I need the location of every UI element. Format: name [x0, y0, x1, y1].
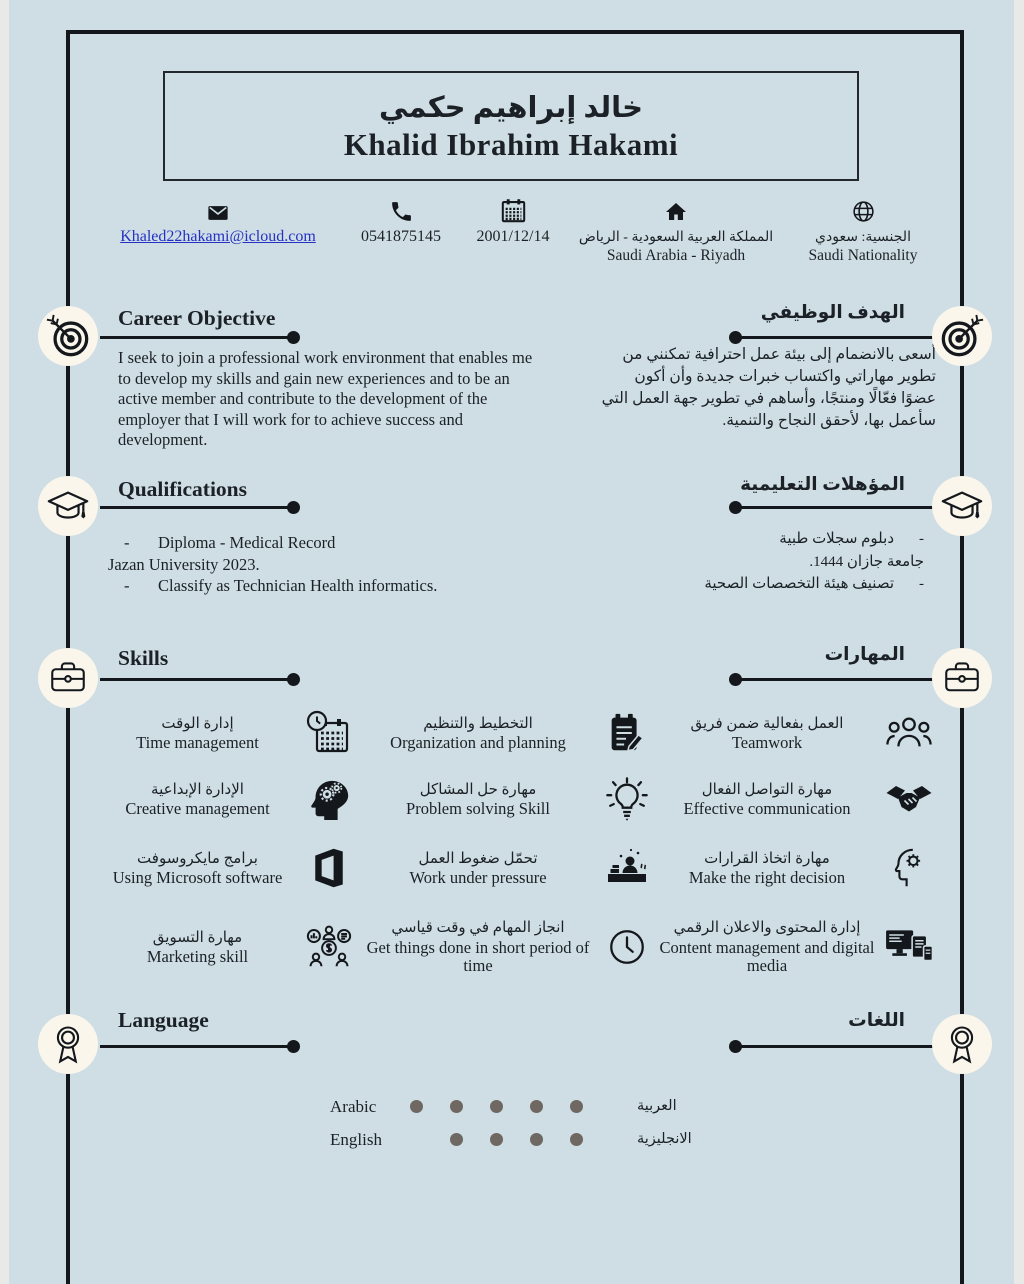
language-name-en: English	[330, 1129, 382, 1149]
award-ribbon-icon	[46, 1022, 90, 1066]
lightbulb-icon	[598, 777, 656, 823]
qualifications-list-en	[108, 532, 528, 597]
phone-number: 0541875145	[361, 228, 441, 245]
skill-label-ar: تحمّل ضغوط العمل	[418, 850, 538, 867]
skill-label-ar: مهارة حل المشاكل	[419, 782, 537, 799]
skills-grid	[95, 700, 940, 991]
contact-phone	[345, 194, 457, 246]
contact-email	[93, 194, 343, 246]
skills-rule-right	[733, 678, 935, 681]
skill-item	[656, 780, 878, 819]
skill-item	[656, 849, 878, 888]
skill-label-ar: العمل بفعالية ضمن فريق	[690, 715, 844, 732]
level-dot	[490, 1133, 503, 1146]
qualification-text: دبلوم سجلات طبية	[779, 531, 894, 547]
nationality-arabic: الجنسية: سعودي	[815, 230, 911, 245]
briefcase-icon	[47, 657, 89, 699]
qualifications-title-ar: المؤهلات التعليمية	[740, 475, 905, 495]
career-rule-right	[733, 336, 935, 339]
skill-label-en: Problem solving Skill	[406, 799, 550, 819]
qualifications-rule-right	[733, 506, 935, 509]
career-node-left	[38, 306, 98, 366]
office-logo-icon	[300, 846, 358, 890]
page-frame-top	[66, 30, 964, 34]
language-name-ar: الانجليزية	[637, 1131, 692, 1147]
language-level-dots	[410, 1100, 594, 1113]
skill-item	[95, 928, 300, 967]
skill-label-ar: مهارة التسويق	[152, 929, 243, 946]
qualifications-list-ar	[608, 528, 924, 596]
languages-list	[330, 1090, 710, 1156]
skill-label-en: Effective communication	[683, 799, 851, 819]
target-icon	[45, 313, 91, 359]
location-english: Saudi Arabia - Riyadh	[606, 247, 746, 264]
skill-item	[656, 918, 878, 975]
language-rule-left	[100, 1045, 296, 1048]
qualification-item	[608, 528, 924, 551]
language-title-en: Language	[118, 1008, 209, 1032]
skill-label-en: Get things done in short period of time	[366, 937, 590, 976]
qualifications-rule-left	[100, 506, 296, 509]
calendar-icon	[500, 194, 527, 224]
desk-pressure-icon	[598, 844, 656, 892]
skill-label-en: Organization and planning	[390, 732, 566, 752]
qualifications-node-right	[932, 476, 992, 536]
handshake-icon	[878, 776, 940, 824]
skill-label-en: Make the right decision	[688, 867, 846, 887]
skill-label-en: Creative management	[125, 799, 270, 819]
home-icon	[663, 194, 689, 224]
language-node-left	[38, 1014, 98, 1074]
clock-icon	[598, 926, 656, 968]
skill-label-ar: الإدارة الإبداعية	[151, 782, 244, 799]
language-row	[330, 1123, 710, 1156]
bullet: -	[919, 576, 924, 592]
bullet: -	[124, 576, 130, 595]
team-icon	[878, 710, 940, 756]
language-rule-right	[733, 1045, 935, 1048]
bullet: -	[919, 531, 924, 547]
globe-icon	[851, 194, 876, 224]
qualification-text: تصنيف هيئة التخصصات الصحية	[704, 576, 894, 592]
skill-item	[358, 849, 598, 888]
skills-rule-left	[100, 678, 296, 681]
qualifications-node-left	[38, 476, 98, 536]
skills-title-en: Skills	[118, 646, 169, 670]
qualification-text: Classify as Technician Health informatics.	[158, 576, 438, 595]
language-row	[330, 1090, 710, 1123]
contact-nationality	[793, 194, 933, 265]
skill-label-ar: إدارة الوقت	[161, 715, 234, 732]
skill-item	[358, 714, 598, 753]
skill-item	[358, 780, 598, 819]
skill-item	[656, 714, 878, 753]
level-dot	[570, 1100, 583, 1113]
qualification-item	[608, 551, 924, 574]
location-arabic: المملكة العربية السعودية - الرياض	[578, 230, 774, 245]
skill-label-ar: التخطيط والتنظيم	[423, 715, 533, 732]
career-title-ar: الهدف الوظيفي	[760, 303, 905, 323]
skill-label-en: Time management	[136, 732, 259, 752]
qualification-item	[608, 573, 924, 596]
skill-item	[95, 714, 300, 753]
briefcase-icon	[941, 657, 983, 699]
skill-label-ar: مهارة اتخاذ القرارات	[704, 850, 830, 867]
skill-label-en: Work under pressure	[409, 867, 547, 887]
career-node-right	[932, 306, 992, 366]
level-dot	[450, 1100, 463, 1113]
level-dot	[410, 1100, 423, 1113]
birth-date: 2001/12/14	[476, 228, 550, 245]
graduation-cap-icon	[45, 483, 91, 529]
skills-node-left	[38, 648, 98, 708]
skill-item	[358, 918, 598, 975]
qualification-item	[108, 554, 528, 576]
contact-birthdate	[458, 194, 568, 246]
contact-location	[573, 194, 779, 265]
language-title-ar: اللغات	[848, 1011, 905, 1031]
skill-label-ar: إدارة المحتوى والاعلان الرقمي	[673, 920, 861, 937]
devices-icon	[878, 922, 940, 972]
level-dot	[570, 1133, 583, 1146]
head-gears-icon	[300, 777, 358, 823]
language-name-ar: العربية	[637, 1098, 677, 1114]
skill-label-en: Marketing skill	[146, 946, 249, 966]
skill-label-ar: انجاز المهام في وقت قياسي	[391, 920, 565, 937]
qualification-text: Jazan University 2023.	[108, 554, 260, 574]
career-title-en: Career Objective	[118, 306, 276, 330]
language-node-right	[932, 1014, 992, 1074]
level-dot	[530, 1100, 543, 1113]
name-english: Khalid Ibrahim Hakami	[343, 126, 679, 162]
career-rule-left	[100, 336, 296, 339]
clipboard-pen-icon	[598, 710, 656, 756]
head-gear-outline-icon	[878, 845, 940, 891]
language-name-en: Arabic	[330, 1096, 377, 1116]
award-ribbon-icon	[940, 1022, 984, 1066]
skill-label-ar: مهارة التواصل الفعال	[701, 782, 833, 799]
scan-edge-left	[0, 0, 9, 1284]
graduation-cap-icon	[939, 483, 985, 529]
language-level-dots	[410, 1133, 594, 1146]
skill-item	[95, 849, 300, 888]
skill-item	[95, 780, 300, 819]
career-body-en: I seek to join a professional work environment that enables me to develop my skills and gain new experiences and to be an active member and contribute to the development of the employer that I will work for to achieve success and development.	[118, 348, 533, 450]
qualification-item	[108, 532, 528, 554]
marketing-network-icon	[300, 922, 358, 972]
qualification-text: Diploma - Medical Record	[158, 533, 336, 552]
level-dot	[490, 1100, 503, 1113]
name-arabic: خالد إبراهيم حكمي	[379, 91, 643, 124]
level-dot	[530, 1133, 543, 1146]
scan-edge-right	[1014, 0, 1024, 1284]
skill-label-en: Content management and digital media	[659, 937, 875, 976]
calendar-clock-icon	[300, 709, 358, 757]
target-icon	[939, 313, 985, 359]
skills-title-ar: المهارات	[824, 645, 905, 665]
email-link[interactable]: Khaled22hakami@icloud.com	[120, 228, 316, 245]
skill-label-en: Teamwork	[731, 732, 803, 752]
qualifications-title-en: Qualifications	[118, 477, 248, 501]
skill-label-ar: برامج مايكروسوفت	[137, 850, 258, 867]
career-body-ar: أسعى بالانضمام إلى بيئة عمل احترافية تمكنني من تطوير مهاراتي واكتساب خبرات جديدة وأن أكون عضوًا فعّالًا ومنتجًا، وأساهم في تطوير جهة العمل التي سأعمل بها، لأحقق النجاح والتنمية.	[601, 346, 936, 429]
bullet: -	[124, 533, 130, 552]
skill-label-en: Using Microsoft software	[112, 867, 283, 887]
skills-node-right	[932, 648, 992, 708]
name-box	[163, 71, 859, 181]
envelope-icon	[204, 194, 232, 224]
qualification-item	[108, 575, 528, 597]
level-dot	[450, 1133, 463, 1146]
nationality-english: Saudi Nationality	[808, 247, 918, 264]
phone-icon	[389, 194, 414, 224]
qualification-text: جامعة جازان 1444.	[809, 553, 924, 570]
